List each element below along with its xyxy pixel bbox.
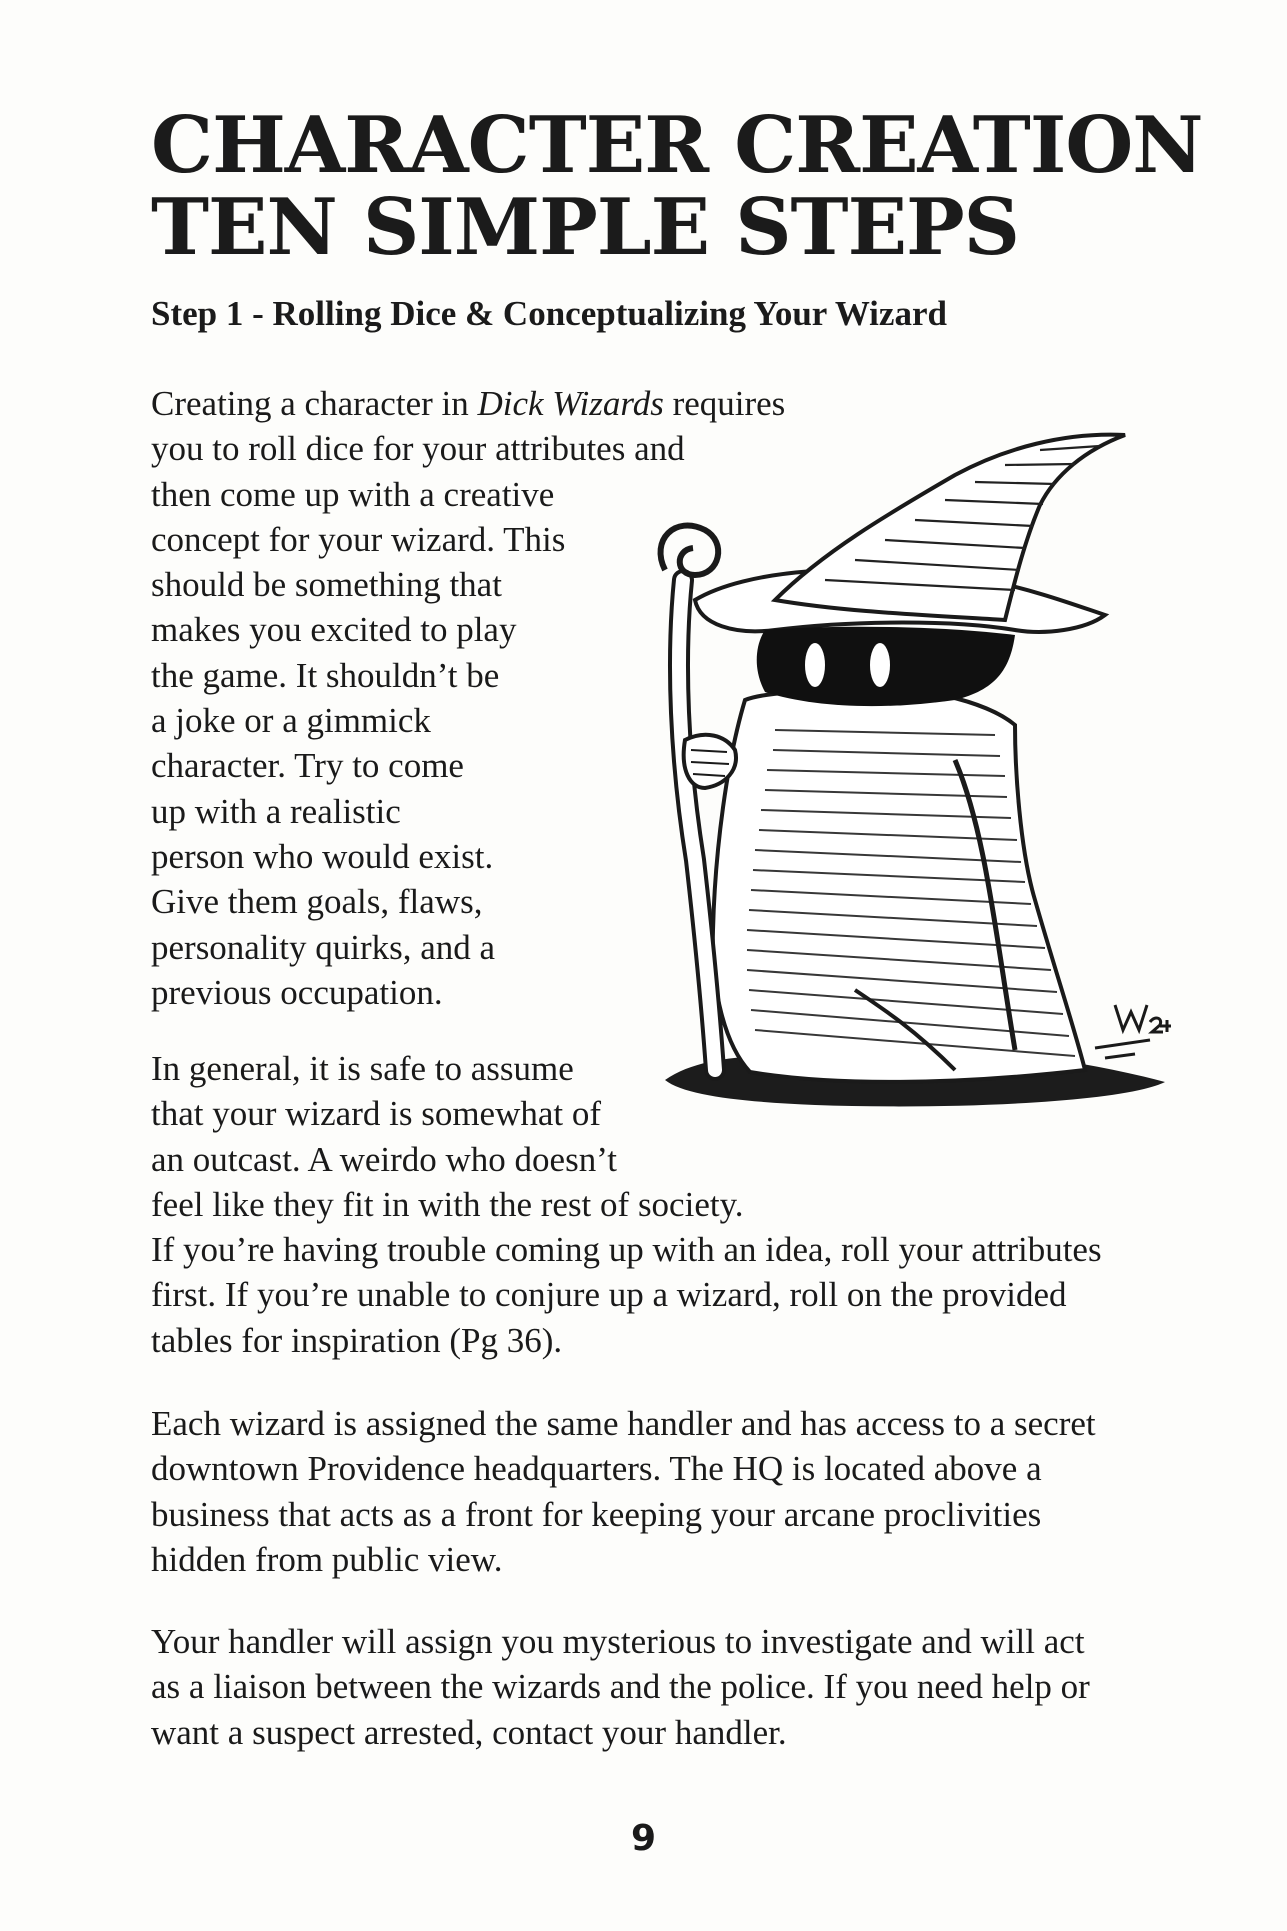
text-line: tables for inspiration (Pg 36). xyxy=(151,1320,563,1360)
text-line: Each wizard is assigned the same handler and has access to a secret xyxy=(151,1404,1096,1443)
text-line: first. If you’re unable to conjure up a wizard, roll on the provided xyxy=(151,1275,1067,1315)
text-line: In general, it is safe to assume xyxy=(151,1049,574,1088)
text-line: up with a realistic xyxy=(151,791,401,831)
text-line: previous occupation. xyxy=(151,972,443,1012)
title-line-2: TEN SIMPLE STEPS xyxy=(151,182,1020,273)
text-line: personality quirks, and a xyxy=(151,927,496,967)
title-line-1: CHARACTER CREATION xyxy=(151,100,1203,191)
step-1-heading: Step 1 - Rolling Dice & Conceptualizing Your Wizard xyxy=(151,294,947,333)
text-line: the game. It shouldn’t be xyxy=(151,655,500,695)
text-line: makes you excited to play xyxy=(151,610,517,650)
text-line: downtown Providence headquarters. The HQ is located above a xyxy=(151,1449,1042,1489)
wizard-illustration xyxy=(655,430,1175,1120)
text-line: character. Try to come xyxy=(151,746,464,786)
right-eye xyxy=(870,643,890,687)
text-line: If you’re having trouble coming up with an idea, roll your attributes xyxy=(151,1230,1102,1270)
text-line: concept for your wizard. This xyxy=(151,519,566,559)
text-line: hidden from public view. xyxy=(151,1539,503,1579)
text-line: an outcast. A weirdo who doesn’t xyxy=(151,1139,617,1179)
game-title: Dick Wizards xyxy=(477,384,664,423)
text-line: Give them goals, flaws, xyxy=(151,882,483,922)
page-number: 9 xyxy=(630,1818,657,1859)
text-line: Creating a character in Dick Wizards requires xyxy=(151,384,786,423)
text-line: then come up with a creative xyxy=(151,474,555,514)
left-eye xyxy=(805,643,825,687)
text-line: a joke or a gimmick xyxy=(151,701,431,741)
text-line: business that acts as a front for keeping your arcane proclivities xyxy=(151,1494,1042,1534)
text-line: as a liaison between the wizards and the police. If you need help or xyxy=(151,1667,1090,1707)
staff-spiral xyxy=(661,526,719,575)
page-title xyxy=(151,100,1203,273)
text-line: feel like they fit in with the rest of society. xyxy=(151,1184,744,1224)
text-line: Your handler will assign you mysterious to investigate and will act xyxy=(151,1622,1085,1661)
text-line: that your wizard is somewhat of xyxy=(151,1094,602,1134)
paragraph-handler-hq xyxy=(151,1401,1096,1582)
artist-signature xyxy=(1095,1005,1171,1058)
paragraph-handler-role xyxy=(151,1619,1090,1755)
text-line: person who would exist. xyxy=(151,836,494,876)
hat-cone xyxy=(775,435,1125,620)
text-line: want a suspect arrested, contact your handler. xyxy=(151,1712,787,1752)
text-line: should be something that xyxy=(151,565,502,605)
text-line: you to roll dice for your attributes and xyxy=(151,429,685,469)
